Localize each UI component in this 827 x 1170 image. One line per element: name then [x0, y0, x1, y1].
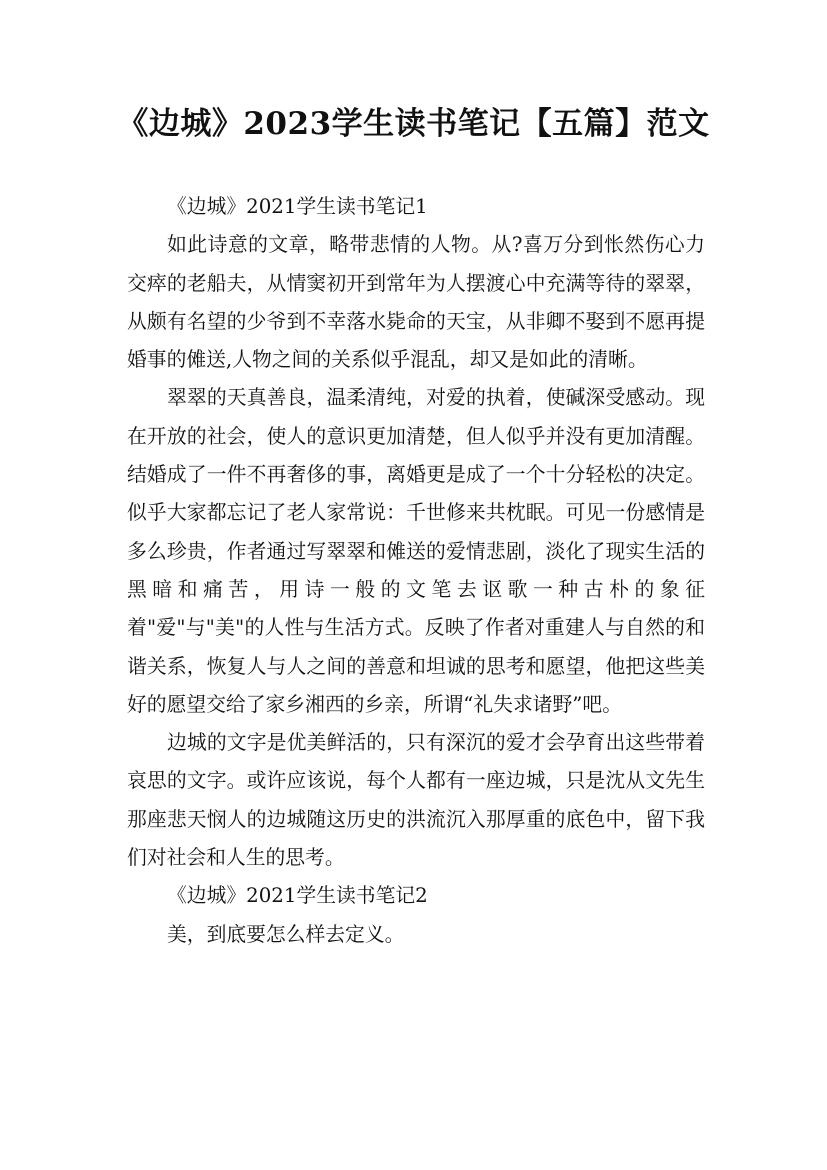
paragraph-2: 翠翠的天真善良，温柔清纯，对爱的执着，使碱深受感动。现在开放的社会，使人的意识更加清楚，但人似乎并没有更加清醒。结婚成了一件不再奢侈的事，离婚更是成了一个十分轻松的决定。似乎大家都忘记了老人家常说：千世修来共枕眠。可见一份感情是多么珍贵，作者通过写翠翠和傩送的爱情悲剧，淡化了现实生活的黑暗和痛苦，用诗一般的文笔去讴歌一种古朴的象征着"爱"与"美"的人性与生活方式。反映了作者对重建人与自然的和谐关系，恢复人与人之间的善意和坦诚的思考和愿望，他把这些美好的愿望交给了家乡湘西的乡亲，所谓“礼失求诸野”吧。 [127, 386, 705, 716]
section-heading-1: 《边城》2021学生读书笔记1 [167, 195, 428, 218]
document-body [127, 188, 705, 954]
paragraph-4: 美，到底要怎么样去定义。 [167, 922, 405, 946]
document-title: 《边城》2023学生读书笔记【五篇】范文 [117, 106, 710, 142]
paragraph-3: 边城的文字是优美鲜活的，只有深沉的爱才会孕育出这些带着哀思的文字。或许应该说，每个人都有一座边城，只是沈从文先生那座悲天悯人的边城随这历史的洪流沉入那厚重的底色中，留下我们对社会和人生的思考。 [127, 731, 705, 870]
section-heading-2: 《边城》2021学生读书笔记2 [167, 884, 428, 908]
paragraph-1: 如此诗意的文章，略带悲情的人物。从?喜万分到怅然伤心力交瘁的老船夫，从情窦初开到常年为人摆渡心中充满等待的翠翠，从颇有名望的少爷到不幸落水毙命的天宝，从非卿不娶到不愿再提婚事的傩送,人物之间的关系似乎混乱，却又是如此的清晰。 [127, 233, 705, 372]
